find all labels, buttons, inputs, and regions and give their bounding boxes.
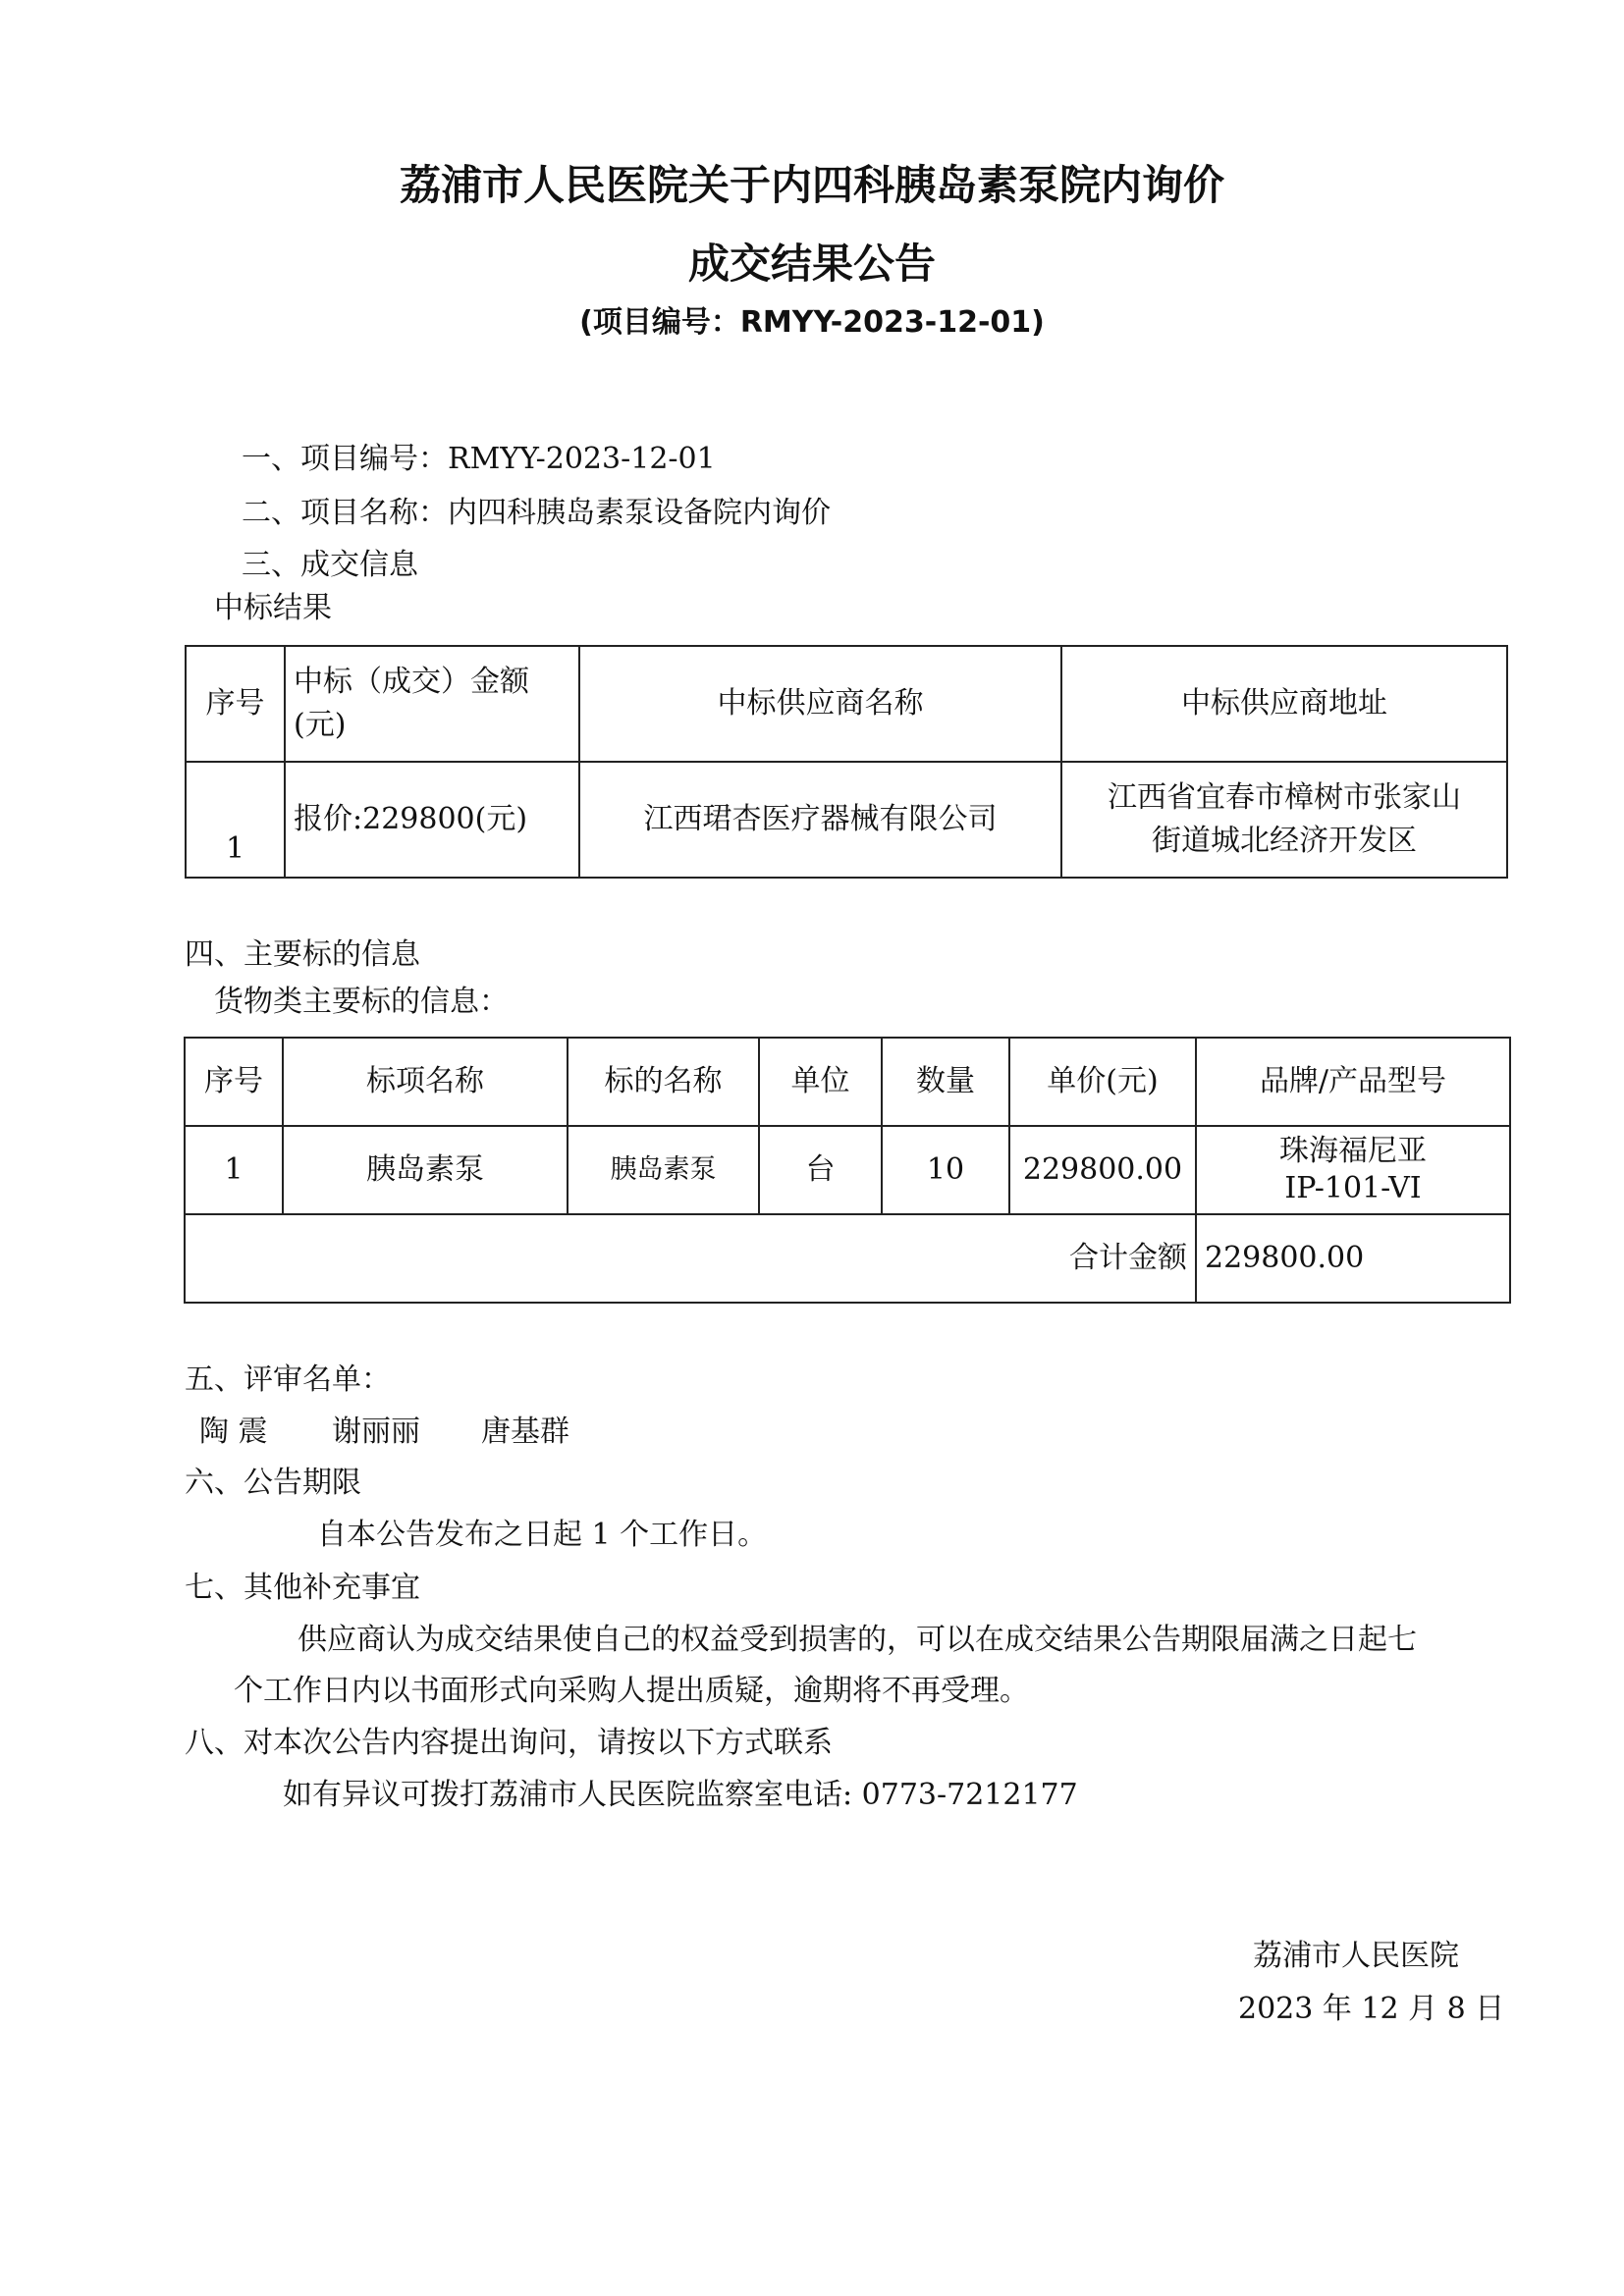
supplementary-body-line2: 个工作日内以书面形式向采购人提出质疑，逾期将不再受理。 (234, 1674, 1029, 1708)
table-row (186, 762, 1507, 878)
goods-cell-brand: 珠海福尼亚 (1279, 1134, 1427, 1168)
goods-header-brand-model: 品牌/产品型号 (1196, 1038, 1510, 1126)
goods-total-row (185, 1214, 1510, 1303)
document-title-line1: 荔浦市人民医院关于内四科胰岛素泵院内询价 (399, 161, 1224, 209)
award-cell-index: 1 (186, 762, 285, 878)
award-header-amount (285, 646, 579, 762)
section-contact: 八、对本次公告内容提出询问，请按以下方式联系 (185, 1726, 833, 1760)
reviewer-name: 唐基群 (481, 1415, 569, 1449)
section-goods-info-label: 货物类主要标的信息： (214, 985, 509, 1019)
goods-header-item-name: 标项名称 (283, 1038, 568, 1126)
goods-table (184, 1037, 1511, 1304)
goods-header-index: 序号 (185, 1038, 283, 1126)
award-cell-amount: 报价:229800(元) (285, 762, 579, 878)
award-table-header-row (186, 646, 1507, 762)
goods-total-label: 合计金额 (185, 1214, 1196, 1303)
goods-cell-target-name: 胰岛素泵 (568, 1126, 759, 1214)
goods-cell-brand-model (1196, 1126, 1510, 1214)
reviewer-name: 陶 震 (199, 1415, 268, 1449)
footer-date: 2023 年 12 月 8 日 (1238, 1992, 1505, 2026)
footer-organization: 荔浦市人民医院 (1253, 1939, 1459, 1973)
goods-cell-unit: 台 (759, 1126, 882, 1214)
supplementary-body-line1: 供应商认为成交结果使自己的权益受到损害的，可以在成交结果公告期限届满之日起七 (298, 1623, 1417, 1657)
award-cell-address-line2: 街道城北经济开发区 (1152, 824, 1417, 858)
goods-cell-quantity: 10 (882, 1126, 1009, 1214)
award-result-table (185, 645, 1508, 879)
award-header-supplier: 中标供应商名称 (579, 646, 1061, 762)
award-header-address: 中标供应商地址 (1061, 646, 1507, 762)
award-cell-supplier: 江西珺杏医疗器械有限公司 (579, 762, 1061, 878)
goods-total-value: 229800.00 (1196, 1214, 1510, 1303)
section-supplementary: 七、其他补充事宜 (185, 1571, 420, 1605)
section-main-target-info: 四、主要标的信息 (185, 937, 420, 972)
contact-body: 如有异议可拨打荔浦市人民医院监察室电话: 0773-7212177 (283, 1778, 1078, 1812)
notice-period-body: 自本公告发布之日起 1 个工作日。 (317, 1518, 768, 1552)
goods-cell-model: IP-101-VI (1284, 1171, 1422, 1205)
table-row (185, 1126, 1510, 1214)
section-notice-period: 六、公告期限 (185, 1466, 361, 1500)
section-deal-info: 三、成交信息 (242, 548, 418, 582)
document-title-line2: 成交结果公告 (687, 240, 936, 288)
goods-table-header-row (185, 1038, 1510, 1126)
award-cell-address-line1: 江西省宜春市樟树市张家山 (1108, 780, 1461, 815)
section-review-list: 五、评审名单： (185, 1362, 391, 1397)
goods-cell-unit-price: 229800.00 (1009, 1126, 1196, 1214)
reviewer-name: 谢丽丽 (332, 1415, 420, 1449)
goods-cell-index: 1 (185, 1126, 283, 1214)
goods-cell-item-name: 胰岛素泵 (283, 1126, 568, 1214)
project-code-subtitle: (项目编号：RMYY-2023-12-01) (579, 305, 1045, 340)
goods-header-target-name: 标的名称 (568, 1038, 759, 1126)
goods-header-unit-price: 单价(元) (1009, 1038, 1196, 1126)
goods-header-quantity: 数量 (882, 1038, 1009, 1126)
award-header-index: 序号 (186, 646, 285, 762)
award-header-amount-line1: 中标（成交）金额 (294, 665, 529, 699)
goods-header-unit: 单位 (759, 1038, 882, 1126)
section-project-name: 二、项目名称：内四科胰岛素泵设备院内询价 (242, 496, 831, 530)
section-award-result-label: 中标结果 (214, 591, 332, 625)
award-header-amount-line2: (元) (294, 708, 347, 742)
section-project-code: 一、项目编号：RMYY-2023-12-01 (242, 442, 716, 476)
award-cell-address (1061, 762, 1507, 878)
